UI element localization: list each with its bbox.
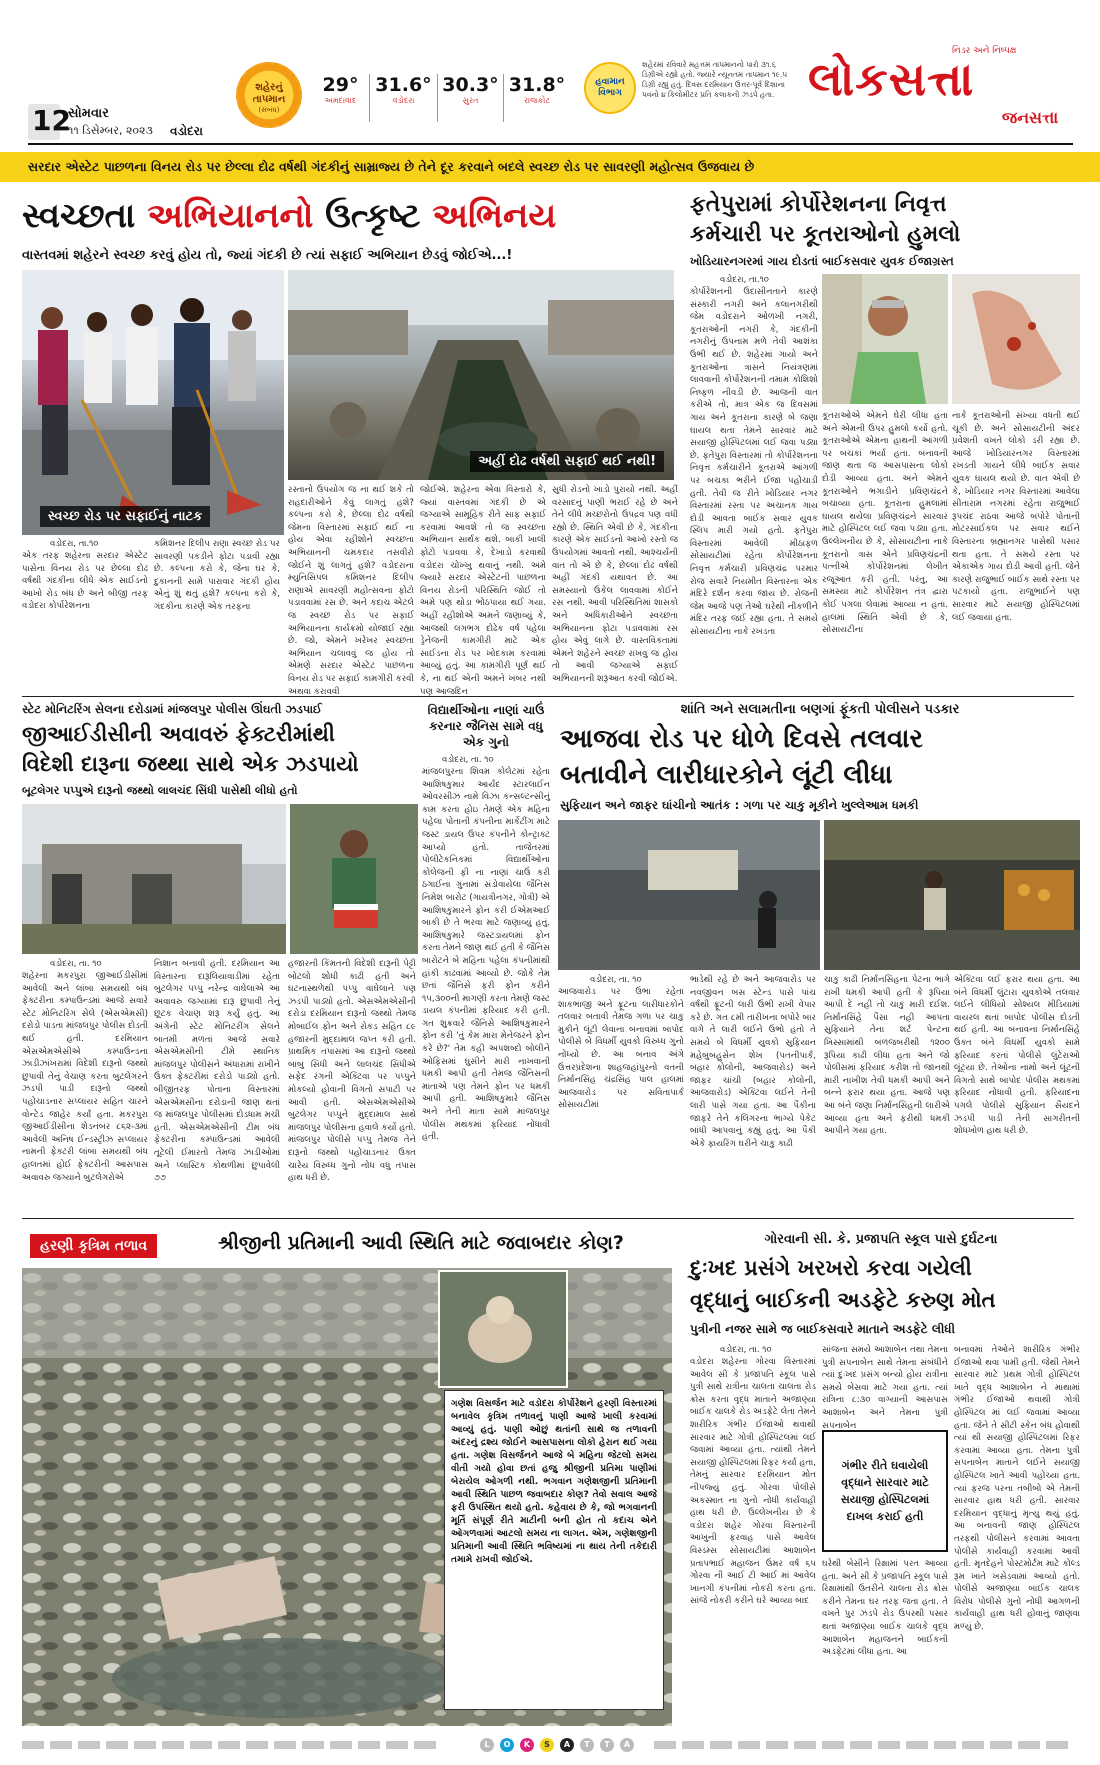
- masthead: [0, 0, 1100, 152]
- dateline: વડોદરા, તા. ૧૦: [50, 959, 102, 969]
- subhead: બૂટલેગર પપ્પુએ દારૂનો જથ્થો લાલચંદ સિંધી પાસેથી લીધો હતો: [22, 784, 298, 797]
- temp-city: વડોદરા: [392, 96, 415, 105]
- street-photo-left: [558, 820, 820, 970]
- article-col: માંજલપુરના શિવમ કોલેટમાં રહેતા આશિષકુમાર આર્યદ સ્ટારલાઈન ઓવરસીઝ નામે વિઝા કન્સલ્ટન્સીનું કામ કરતા હોઇ તેમણે એક મહિના પહેલા પોતાની કંપનીના માર્કેટીંગ માટે જસ્ટ ડાયલ ઉપર કંપનીને કોન્ટ્રાક્ટ આપ્યો હતો. તાજેતરમાં પોલીટેકનિકમાં વિદ્યાર્થીઓના કોલેજની ફી ના નાણાં ચાઉં કરી ઠગાઈના ગુનામાં સંડોવાયેલા જૈનિસ નિમેશ બારોટ (ગાયત્રીનગર, ગોત્રી) એ આશિષકુમારને ફોન કરી ઈએમઆઈ બાકી છે તે ભરવા માટે જણાવ્યું હતું. આશિષકુમારે જસ્ટડાયલમાં ફોન કરતા તેમને જાણ થઈ હતી કે જૈનિસ બારોટને બે મહિના પહેલા કંપનીમાંથી હાંકી કાઢવામાં આવ્યો છે. જોકે તેમ છતાં જૈનિસે ફરી ફોન કરીને ૧૫,૩૦૦ની માગણી કરતા તેમણે જસ્ટ ડાયલ કંપનીમાં ફરિયાદ કરી હતી. ગત શુક્રવારે જૈનિસે આશિષકુમારને ફોન કરી 'તું કેમ મારા મેનેજરને ફોન કરે છે?' તેમ કહી અપશબ્દો બોલીને ઓફિસમાં ઘુસીને મારી નાખવાની ધમકી આપી હતી તેમજ જૈનિસની માતાએ પણ તેમને ફોન પર ધમકી આપી હતી. આશિષકુમારે જૈનિસ અને તેની માતા સામે માંજલપુર પોલીસ મથકમાં ફરિયાદ નોંધાવી હતી.: [422, 767, 550, 1143]
- footer-letter: T: [600, 1738, 614, 1752]
- footer-letter: S: [540, 1738, 554, 1752]
- story-dog-attack: [682, 190, 1082, 695]
- photo-caption: સ્વચ્છ રોડ પર સફાઈનું નાટક: [40, 506, 210, 527]
- headline-line: વિદેશી દારૂના જથ્થા સાથે એક ઝડપાયો: [22, 752, 359, 776]
- article-col: સુધી રોડનો ખાડો પુરાયો નથી. અહીં વરસાદનું પાણી ભરાઈ રહે છે અને તેને લીધે મચ્છરોનો ઉપદ્રવ પણ વધી રહ્યો છે. સ્થિતિ એવી છે કે, ગંદકીના કારણે એક સાઈડનો આખો રસ્તો જ ઉપયોગમાં આવતો નથી. આશ્ચર્યની વાત તો એ છે કે, છેલ્લા દોઢ વર્ષથી અહીં ગંદકી યથાવત છે. આ સમસ્યાનો ઉકેલ લાવવામાં કોઈને રસ નથી. આવી પરિસ્થિતિમાં શાસકો અને અધિકારીઓને સ્વચ્છતા અભિયાનના ફોટા પડાવવામાં રસ હોય એવું લાગે છે. વાસ્તવિકતામાં એમને શહેરને સ્વચ્છ રાખવુ જ હોય તો આવી જગ્યાએ સફાઈ અભિયાનની શરૂઆત કરવી જોઈએ.: [552, 485, 678, 684]
- footer-dots-left: [22, 1741, 442, 1749]
- footer-letters: [480, 1738, 634, 1752]
- temp-value: 29°: [322, 74, 359, 96]
- kicker: સ્ટેટ મોનિટરિંગ સેલના દરોડામાં માંજલપુર પોલીસ ઊંઘતી ઝડપાઈ: [22, 702, 322, 716]
- headline: વિદ્યાર્થીઓના નાણાં ચાઉં કરનાર જૈનિસ સામે વધુ એક ગુનો: [427, 703, 545, 749]
- temp-badge-sub: (સંબંધ): [258, 106, 280, 114]
- temp-value: 30.3°: [442, 74, 499, 96]
- headline-line: બતાવીને લારીધારકોને લૂંટી લીધા: [560, 760, 893, 790]
- temp-readouts: [312, 74, 572, 122]
- article-col: ચાકુ કાઢી નિર્માનસિંહના પેટના ભાગે રાખી ધમકી આપી હતી કે રૂપિયા આપી દે નહી તો ચાકુ મારી દઈશ. નિર્માનસિંહે પૈસા નહી આપતા સુફિયાને તેના શર્ટ પેન્ટના ખિસ્સામાંથી બળજબરીથી ૧૨૦૦ રૂપિયા કાઢી લીધા હતા અને જો પોલીસમાં ફરિયાદ કરીશ તો જાનથી મારી નાખીશ તેવી ધમકી આપી અને બન્ને ફરાર થયા હતા. આજે પણ આ બંને જણા નિર્માનસિંહની લારીએ આવ્યા હતા અને ફરીથી ધમકી આપીને ગયા હતા.: [824, 975, 950, 1137]
- caption-box: [444, 1390, 664, 1710]
- article-col: ઘરેથી બેસીને રિક્ષામાં પરત આવ્યા હતા. અને સી કે પ્રજાપતિ સ્કૂલ પાસે રિક્ષામાંથી ઉતરીને ચાલતા રોડ ક્રોસ કરીને તેમના ઘર તરફ જતા હતા. તે વખતે પુર ઝડપે રોડ ઉપરથી પસાર થતાં અજાણ્યા બાઈક ચાલકે વૃદ્ધ આશાબેન મહાજનને બાઈકની અડફેટમાં લીધા હતા. આ: [822, 1559, 948, 1658]
- story-jainis: [422, 700, 550, 1215]
- footer-letter: A: [620, 1738, 634, 1752]
- headline: શ્રીજીની પ્રતિમાની આવી સ્થિતિ માટે જવાબદાર કોણ?: [218, 1232, 624, 1254]
- page-number-text: 12: [32, 104, 71, 137]
- headline-part: ઉત્કૃષ્ટ: [325, 196, 421, 236]
- story-harni-lake: [22, 1228, 672, 1728]
- article-col: કમિશનર દિલીપ રાણા સ્વચ્છ રોડ પર સાવરણી પકડીને ફોટા પડાવી રહ્યા છે. કલ્પના કરો કે, જેના ઘર કે, દુકાનની સામે પારાવાર ગંદકી હોય એનું શું થતું હશે? કલ્પના કરો કે, ગંદકીના કારણે એક તરફના: [154, 539, 280, 612]
- temp-value: 31.8°: [508, 74, 566, 96]
- story-gorwa-accident: [682, 1228, 1082, 1728]
- photo-caption: અહીં દોઢ વર્ષથી સફાઈ થઈ નથી!: [470, 451, 664, 472]
- sweeping-illustration: [22, 270, 284, 535]
- weather-badge-label: હવામાન વિભાગ: [595, 77, 625, 98]
- article-col: બનાવમાં તેઓને શારીરિક ગંભીર ઈજાઓ થવા પામી હતી. જેથી તેમને સારવાર માટે પ્રથમ ગોત્રી હોસ્પિટલ ખાતે વૃદ્ધ આશાબેન ને માથામાં ગંભીર ઈજાઓ થવાથી ગોત્રી હોસ્પિટલ માં લઈ જવામાં આવ્યા હતા. જેને તે સીટી સ્કેન બંધ હોવાથી ત્યાં થી સયાજી હોસ્પિટલમાં રિફર કરવામાં આવ્યા હતા. તેમના પુત્રી સપનાબેન માતાને લઈને સયાજી હોસ્પિટલ ખાતે આવી પહોંચ્યા હતા. ત્યાં ફરજ પરના તબીબો એ તેમની સારવાર હાથ ધરી હતી. સારવાર દરમિયાન વૃદ્ધાનું મૃત્યુ થયું હતું. આ બનાવની જાણ હોસ્પિટલ તરફથી પોલીસને કરવામાં આવતા પોલીસે કાર્યવાહી કરવામાં આવી હતી. મૃતદેહને પોસ્ટમોર્ટમ માટે કોલ્ડ રૂમ ખાતે ખસેડવામાં આવ્યો હતો. પોલીસે અજાણ્યા બાઈક ચાલક વિરોધ પોલીસે ગુનો નોંધી આગળની કાર્યવાહી હાથ ધરી હોવાનું જાણવા મળ્યું છે.: [954, 1345, 1080, 1633]
- story-ajwa-road: [554, 700, 1082, 1215]
- article-col: કૂતરાઓએ એમને ઘેરી લીધા હતા અને એમની ઉપર હુમલો કર્યો હતો. કૂતરાઓએ એમના હાથની આંગળી પર બચકાં ભર્યા હતા. બનાવની જાણ થતા જ આસપાસના લોકો દોડી આવ્યા હતા. અને એમને કૂતરાઓને ભગાડીને પ્રવિણચંદ્રને બચાવ્યા હતા. કૂતરાના હુમલામાં ઘાયલ થયેલા પ્રવિણચંદ્રને સારવાર માટે હોસ્પિટલ લઈ જવા પડ્યા હતા. ઉલ્લેખનીય છે કે, સોસાયટીના નાકે કૂતરાનો ત્રાસ એને પ્રવિણચંદ્રની પત્નીએ કોર્પોરેશનમાં લેખીત રજૂઆત કરી હતી. પરંતુ, આ સમસ્યા માટે કોર્પોરેશન તંત્ર દ્વારા કોઈ પગલા લેવામાં આવ્યા ન હતા. હાલમાં સ્થિતિ એવી છે કે, સોસાયટીના: [822, 411, 948, 636]
- article-col: નાકે કૂતરાઓની સંખ્યા વધતી થઈ ચૂકી છે. અને સોસાયટીની અંદર પ્રવેશતી વખતે લોકો ડરી રહ્યા છે. આજે ખોડિયારનગર વિસ્તારમાં રખડતી ગાયને લીધે બાઈક સવાર યુવક ઘાયલ થયો છે. વાત એવી છે કે, ખોડિયાર નગર વિસ્તારમાં આવેલા સીતારામ નગરમાં રહેતા રાજુભાઈ રૂપચંદ રાઠવા આજે બપોરે પોતાની મોટરસાઈકલ પર સવાર થઈને વિસ્તારના બ્રહ્માનગર પાસેથી પસાર થતા હતા. તે સમયે રસ્તા પર એકાએક ગાય દોડી આવી હતી. જેને કારણે રાજુભાઈ બાઈક સાથે રસ્તા પર પટકાયો હતા. રાજુભાઈને પણ સારવાર માટે સયાજી હોસ્પિટલમાં લઈ જવાયા હતા.: [952, 411, 1080, 623]
- footer-letter: K: [520, 1738, 534, 1752]
- kicker: શાંતિ અને સલામતીના બણગાં ફૂંકતી પોલીસને પડકાર: [680, 702, 960, 717]
- dateline: વડોદરા, તા. ૧૦: [590, 975, 642, 985]
- temp-city: રાજકોટ: [524, 96, 550, 105]
- portrait-illustration: [822, 274, 948, 404]
- subhead: વાસ્તવમાં શહેરને સ્વચ્છ કરવું હોય તો, જ્યાં ગંદકી છે ત્યાં સફાઈ અભિયાન છેડવું જોઈએ...!: [22, 248, 513, 263]
- article-col: સાંજના સમયે આશાબેન તથા તેમના પુત્રી સપનાબેન સાથે તેમના સંબંધીને ત્યાં દુઃખદ પ્રસંગ બન્યો હોય રાત્રીના સમયે બેસવા માટે ગયા હતા. ત્યાં રાત્રિના ૮:૩૦ વાગ્યાની આસપાસ આશાબેન અને તેમના પુત્રી સપનાબેન: [822, 1345, 948, 1431]
- weather-badge: [584, 62, 636, 114]
- article-col: ભાડેથી રહે છે અને આજવારોડ પર નવજીવન બસ સ્ટેન્ડ પાસે પાંચ વર્ષથી ફ્રૂટની લારી ઉભી રાખી વેપાર કરે છે. ગત ૮મી તારીખના બપોરે બાર વાગે તે લારી લઈને ઉભો હતો તે સમયે બે વિધર્મી યુવકો સુફિયાન મહેબુબહુસેન શેખ (પતનીપાર્ક, બહાર કોલોની, આજવારોડ) અને જાફર ચાંચી (બહાર કોલોની, આજવારોડ) એક્ટિવા લઈને તેની લારી પાસે ગયા હતા. આ પૈકીના જાફરે તેને કલિંગરના ભાગ્યે પેકેટ બાંધી આપવાનું કહ્યું હતું. આ પૈકી એકે ફાયરિંગ ઘરીને ચાકુ કાઢી: [690, 975, 816, 1149]
- weather-note: શહેરમાં રવિવારે મહત્તમ તાપમાનનો પારો ૩૧.૬ ડિગ્રીએ રહ્યો હતો. જ્યારે ન્યૂનતમ તાપમાન ૧૯.૫ ડિગ્રી રહ્યું હતું. દિવસ દરમિયાન ઉત્તર-પૂર્વ દિશાના પવનો ૪ કિલોમીટર પ્રતિ કલાકની ઝડપે હતા.: [642, 60, 788, 99]
- injured-hand-photo: [952, 274, 1080, 404]
- masthead-day: સોમવાર: [68, 106, 109, 121]
- brand-logo: લોકસત્તા: [808, 52, 975, 106]
- divider: [22, 696, 1074, 697]
- market-illustration: [824, 820, 1080, 970]
- sweeping-photo: [22, 270, 284, 535]
- temp-badge-label: શહેરનું તાપમાન: [252, 82, 286, 105]
- masthead-rule: [28, 143, 1073, 145]
- article-col: આજવારોડ પર ઉભા રહેતા શાકભાજી અને ફ્રૂટના લારીધારકોને તલવાર બતાવી તેમજ ગળા પર ચાકુ મુકીને લૂંટી લેવાના બનાવમાં બાપોદ પોલીસે બે વિધર્મી યુવકો વિરુધ્ધ ગુનો નોંધ્યો છે. આ બનાવ અંગે ઉત્તરપ્રદેશના શાહજહાંપુરનો વતની નિર્માનસિંહ ચંદ્રસિંહ પાલ હાલમાં આજવારોડ પર સવિતાપાર્ક સોસાયટીમાં: [558, 987, 684, 1111]
- story-swachhata: [0, 190, 680, 695]
- headline-line: જીઆઈડીસીની અવાવરું ફેક્ટરીમાંથી: [22, 722, 335, 746]
- dateline: વડોદરા, તા. ૧૦: [720, 1345, 772, 1355]
- temp-vadodara: [370, 74, 438, 122]
- article-col: જોઈએ. શહેરના એવા વિસ્તારો કે, જ્યાં વાસ્તવમાં ગંદકી છે એ જગ્યાએ સામૂહિક રીતે સાફ સફાઈ કરવામાં આવશે તો જ સ્વચ્છતા અભિયાન સાર્થક થશે. બાકી ખાલી ફોટો પડાવવા કે, દેખાડો કરવાથી વડોદરા ચોખ્ખુ થવાનું નથી. અમે જ્યારે સરદાર એસ્ટેટની પાછળના વિનય રોડની પરિસ્થિતિ જોઈ તો અમે પણ થોડા ભોંઠપાયા થઈ ગયા. અહીં રહીશોએ અમને જણાવ્યું કે, આજથી લગભગ દોઢેક વર્ષ પહેલા ડ્રેનેજની કામગીરી માટે એક સાઈડના રોડ પર ખોદકામ કરવામાં આવ્યું હતું. આ કામગીરી પૂર્ણ થઈ કે, ના થઈ એની અમને ખબર નથી પણ આજદિન: [420, 485, 546, 697]
- footer-bar: [22, 1738, 1074, 1752]
- accused-illustration: [290, 804, 418, 954]
- subhead: ખોડિયારનગરમાં ગાય દોડતાં બાઈકસવાર યુવક ઈજાગ્રસ્ત: [690, 254, 954, 268]
- temp-city: અમદાવાદ: [324, 96, 357, 105]
- headline: [22, 196, 682, 236]
- article-col: એક્ટિવા લઈ ફરાર થયા હતા. આ બંને વિધર્મી લુંટારા યુવકોએ તલવાર લઈને લીધિયો સોશ્યલ મીડિયામાં વાયરલ થતાં બાપોદ પોલીસ દોડતી થઈ હતી. આ બનાવના નિર્માનસિંહે ઉક્ત બંને વિધર્મી યુવકો સામે ફરિયાદ કરતાં પોલીસે લુંટેરાઓ લૂંટ્યા છે. તેઓના નામો અને લૂંટની વિગતો સાથે બાપોદ પોલીસ મથકમાં ફરિયાદ નોંધાવી હતી. ફરિયાદના પગલે પોલીસે સુફિયાન સૈયદને ઝડપી પાડી તેની સાગરીતની શોધખોળ હાથ ધરી છે.: [954, 975, 1080, 1137]
- headline-line: કર્મચારી પર કૂતરાઓનો હુમલો: [690, 222, 961, 247]
- article-col: નિશાન બનાવી હતી. દરમિયાન આ વિસ્તારના દારૂલિયાવાડીમાં રહેતા બુટલેગર પપ્પુ નરેન્દ્ર વાઘેલાએ આ અવાવરુ જગ્યામાં દારૂ છુપાવી તેનું છૂટક વેચાણ શરૂ કર્યું હતું. આ અંગેની સ્ટેટ મોનિટરીંગ સેલને બાતમી મળતાં આજે સવારે એસએમસીની ટીમે સ્થાનિક માંજલપુર પોલીસને અંધારામાં રાખીને ઉક્ત ફેક્ટરીમાં દરોડો પાડ્યો હતો. બીજીતરફ પોતાના વિસ્તારમાં એસએમસીના દરોડાની જાણ થતાં જ માંજલપુર પોલીસમાં દોડધામ મચી હતી. એસએમએસીની ટીમ બંધ ફેક્ટરીના કમ્પાઉન્ડમાં આવેલી તૂટેલી ઈમારતો તેમજ ઝાડીઓમાં અને પ્લાસ્ટિક કોથળીમાં છુપાવેલી ૭૭: [154, 959, 280, 1184]
- story-liquor-raid: [0, 700, 420, 1215]
- top-banner: [0, 152, 1100, 182]
- dateline: વડોદરા, તા.૧૦: [50, 539, 99, 549]
- ganesh-inset-photo: [438, 1270, 568, 1388]
- divider: [22, 1218, 1074, 1219]
- caption-text: ગણેશ વિસર્જન માટે વડોદરા કોર્પોરેશને હરણી વિસ્તારમાં બનાવેલ કૃત્રિમ તળાવનું પાણી આજે ખાલી કરવામાં આવ્યું હતું. પાણી ઓછું થતાંની સાથે જ તળાવની અંદરનું દ્રશ્ય જોઈને આસપાસના લોકો હેરાન થઈ ગયા હતા. ગણેશ વિસર્જનને આજે બે મહિના જેટલો સમય વીતી ગયો હોવા છતાં હજુ શ્રીજીની પ્રતિમા પાણીમાં બેરાયેલ ઓગળી નથી. ભગવાન ગણેશજીની પ્રતિમાની આવી સ્થિતિ પાછળ જવાબદાર કોણ? તેવો સવાલ આજે ફરી ઉપસ્થિત થયો હતો. કહેવાય છે કે, જો ભગવાનની મૂર્તિ સંપૂર્ણ રીતે માટીની બની હોત તો કદાચ એને ઓગળવામાં આટલો સમય ના લાગત. એમ, ગણેશજીની પ્રતિમાની આવી સ્થિતિ ભવિષ્યમાં ના થાય તેની તકેદારી તમામે રાખવી જોઈએ.: [451, 1398, 657, 1565]
- headline-part: સ્વચ્છતા: [22, 196, 136, 236]
- headline-line: ફતેપુરામાં કોર્પોરેશનના નિવૃત્ત: [690, 192, 947, 217]
- factory-photo: [22, 804, 286, 954]
- headline-part: અભિનય: [432, 196, 557, 236]
- article-col: વડોદરા શહેરના ગોરવા વિસ્તારમાં આવેલ સી કે પ્રજાપતિ સ્કૂલ પાસે પુત્રી સાથે રાત્રીના ચાલતા ચાલતા રોડ ક્રોસ કરતા વૃદ્ધ માતાને અજાણ્યા બાઈક ચાલકે રોડ અડફેટે લેતા તેમને શારીરિક ગંભીર ઈજાઓ થવાથી સારવાર માટે ગોત્રી હોસ્પિટલમાં લઈ જવામાં આવ્યા હતા. ત્યાંથી તેમને સયાજી હોસ્પિટલમાં રિફર કર્યા હતા, તેમનું સારવાર દરમિયાન મોત નીપજ્યું હતું. ગોરવા પોલીસે અકસ્માત ના ગુનો નોંધી કાર્યવાહી હાથ ધરી છે. ઉલ્લેખનીય છે કે વડોદરા શહેર ગોરવા વિસ્તારની આખુની ફરવાહ પાસે આવેલ વિસ્ડમ્સ સોસાયટીમાં આશાબેન પ્રતાપભાઈ મહાજન ઉમર વર્ષ ૬૫ ગોરવા ની આઈ ટી આઈ માં આવેલ ખાનગી કંપનીમાં નોકરી કરતા હતા. સાંજે નોકરી કરીને ઘરે આવ્યા બાદ: [690, 1357, 816, 1607]
- factory-illustration: [22, 804, 286, 954]
- article-col: કોર્પોરેશનની ઉદાસીનતાને કારણે સંસ્કારી નગરી અને કલાનગરીથી જેમ વડોદરાને ઓળખી નગરી, કૂતરાઓની નગરી કે, ગંદકીની નગરીનું ઉપનામ મળે તેવી આશંકા ઉભી થઈ છે. શહેરમાં ગાયો અને કૂતરાઓના ત્રાસને નિયંત્રણમાં લાવવાની કોર્પોરેશનની તમામ કોશિશો નિષ્ફળ નીવડી છે. આજની વાત કરીએ તો, માત્ર એક જ દિવસમાં ગાય અને કૂતરાના કારણે બે જણા ઘાયલ થતા તેમને સારવાર માટે સયાજી હોસ્પિટલમાં લઈ જવા પડ્યા છે. ફતેપુરા વિસ્તારમાં તો કોર્પોરેશનના નિવૃત્ત કર્મચારીને કૂતરાએ આંગળી પર બચકા ભરીને ઈજા પહોંચાડી હતી. તેવી જ રીતે ખોડિયાર નગર વિસ્તારમાં રસ્તા પર અચાનક ગાય દોડી આવતા બાઈક સવાર યુવક સ્લિપ મારી ગયો હતો. ફતેપુરા વિસ્તારમાં આવેલી મીઠાફળ સોસાયટીમાં રહેતા કોર્પોરેશનના નિવૃત્ત કર્મચારી પ્રવિણચંદ્ર પરમાર રોજ સવારે નિયમીત વિસ્તારના એક મંદિરે દર્શન કરવા જાય છે. રોજની જેમ આજે પણ તેઓ ઘરેથી નીકળીને મંદિર તરફ જઈ રહ્યા હતા. તે સમયે સોસાયટીના નાકે રખડતા: [690, 287, 818, 638]
- brand-tagline: નિડર અને નિષ્પક્ષ: [952, 46, 1017, 56]
- masthead-date: ૧૧ ડિસેમ્બર, ૨૦૨૩: [68, 124, 153, 137]
- idols-in-lake-photo: [22, 1268, 672, 1726]
- footer-letter: A: [560, 1738, 574, 1752]
- article-col: શહેરના મકરપુરા જીઆઈડીસીમાં આવેલી અને લાંબા સમયથી બંધ ફેક્ટરીના કમ્પાઉન્ડમાં આજે સવારે સ્ટેટ મોનિટરિંગ સેલે (એસએમસી) દરોડો પાડતા માંજલપુર પોલીસ દોડતી થઈ હતી. દરમિયાન એસએમએસીએ કમ્પાઉન્ડના ઝાડીઝાંખરામાં વિદેશી દારૂનો જથ્થો છુપાવી તેનું વેચાણ કરતા બુટલેગરને ઝડપી પાડી દારૂનો જથ્થો પહોંચાડનાર સપ્લાયર સહિત ચારને વોન્ટેડ જાહેર કર્યાં હતા. મકરપુરા જીઆઈડીસીના શેડનંબર ૮૬૨-૩માં આવેલી અનિષ ઈન્ડસ્ટ્રીઝ સપ્લાયર નામની ફેક્ટરી લાંબા સમયથી બંધ હાલતમાં હોઈ ફેક્ટરીની આસપાસ અવાવરુ જગ્યાને બુટલેગરોએ: [22, 971, 148, 1183]
- garbage-illustration: [288, 270, 674, 480]
- masthead-city: વડોદરા: [170, 124, 203, 138]
- brand-logo-sub: જનસત્તા: [1002, 108, 1059, 127]
- dateline: વડોદરા, તા. ૧૦: [442, 755, 494, 765]
- footer-letter: T: [580, 1738, 594, 1752]
- subhead: પુત્રીની નજર સામે જ બાઈકસવારે માતાને અડફેટે લીધી: [690, 1322, 956, 1336]
- headline-line: આજવા રોડ પર ધોળે દિવસે તલવાર: [560, 724, 923, 754]
- kicker: ગોરવાની સી. કે. પ્રજાપતિ સ્કૂલ પાસે દુર્ઘટના: [764, 1232, 998, 1247]
- temp-value: 31.6°: [375, 74, 432, 96]
- footer-letter: O: [500, 1738, 514, 1752]
- dateline: વડોદરા, તા.૧૦: [720, 275, 769, 285]
- pull-quote: [822, 1430, 948, 1552]
- temp-ahmedabad: [312, 74, 370, 122]
- hand-illustration: [952, 274, 1080, 404]
- top-banner-text: સરદાર એસ્ટેટ પાછળના વિનય રોડ પર છેલ્લા દોઢ વર્ષથી ગંદકીનું સામ્રાજ્ય છે તેને દૂર કરવાને બદલે સ્વચ્છ રોડ પર સાવરણી મહોત્સવ ઉજવાય છે: [28, 159, 755, 174]
- accused-photo: [290, 804, 418, 954]
- headline-part: અભિયાનનો: [147, 196, 314, 236]
- street-photo-right: [824, 820, 1080, 970]
- article-col: હજારની કિંમતની વિદેશી દારૂની પેટ્ટી બોટલો શોધી કાઢી હતી અને ઘટનાસ્થળેથી પપ્પુ વાઘેલાને પણ ઝડપી પાડ્યો હતો. એસએમએસીની દરોડા દરમિયાન દારૂનો જથ્થો તેમજ મોબાઈલ ફોન અને રોકડ સહિત ૮૯ હજારની મુદ્દામાલ જપ્ત કરી હતી. પ્રાથમિક તપાસમાં આ દારૂનો જથ્થો બાબુ સિંધી અને લાલચંદ સિંધીએ સફેદ રંગની એક્ટિવા પર પપ્પુને મોકલ્યો હોવાની વિગતો સપાટી પર આવી હતી. એસએમએસીએ બુટલેગર પપ્પુને મુદ્દામાલ સાથે માંજલપુર પોલીસના હવાલે કર્યો હતો. માંજલપુર પોલીસે પપ્પુ તેમજ તેને દારૂનો જથ્થો પહોંચાડનાર ઉક્ત ચારેય વિરુધ્ધ ગુનો નોંધ વધુ તપાસ હાથ ધરી છે.: [288, 959, 416, 1184]
- article-col: એક તરફ શહેરના સરદાર એસ્ટેટ પાસેના વિનય રોડ પર છેલ્લા દોઢ વર્ષથી ગંદકીના લીધે એક સાઈડનો આખો રોડ બંધ છે અને બીજી તરફ વડોદરા કોર્પોરેશનના: [22, 551, 148, 612]
- pull-quote-text: ગંભીર રીતે ઘવાયેલી વૃદ્ધાને સારવાર માટે સયાજી હોસ્પિટલમાં દાખલ કરાઈ હતી: [840, 1459, 930, 1523]
- headline-line: વૃદ્ધાનું બાઈકની અડફેટે કરુણ મોત: [690, 1288, 996, 1312]
- victim-portrait-photo: [822, 274, 948, 404]
- footer-letter: L: [480, 1738, 494, 1752]
- street-illustration: [558, 820, 820, 970]
- label-tag: હરણી કૃત્રિમ તળાવ: [30, 1234, 157, 1258]
- article-col: રસ્તાનો ઉપયોગ જ ના થઈ શકે તો રાહદારીઓને કેવું લાગતું હશે? કલ્પના કરો કે, છેલ્લા દોઢ વર્ષથી જેમના વિસ્તારમાં સફાઈ થઈ ના હોય એવા રહીશોને સ્વચ્છતા અભિયાનની ચમકદાર તસવીરો જોઈને શું લાગતું હશે? વડોદરાના મ્યુનિસિપલ કમિશનર દિલીપ રાણાએ સાવરણી મહોત્સવના ફોટો પડાવવામાં રસ છે. અને કદાચ એટલે જ સ્વચ્છ રોડ પર સફાઈ અભિયાનના કાર્યક્રમો યોજાઈ રહ્યા છે. જો, એમને ખરેખર સ્વચ્છતા અભિયાન ચલાવવું જ હોય તો એમણે સરદાર એસ્ટેટ પાછળના વિનય રોડ પર સફાઈ કામગીરી કરવી અથવા કરાવવી: [288, 485, 414, 697]
- footer-dots-right: [654, 1741, 1074, 1749]
- temp-surat: [438, 74, 504, 122]
- subhead: સુફિયાન અને જાફર ઘાંચીનો આતંક : ગળા પર ચાકુ મૂકીને ખુલ્લેઆમ ધમકી: [560, 798, 919, 812]
- sun-badge: [236, 62, 302, 128]
- temp-rajkot: [504, 74, 570, 122]
- temp-city: સુરત: [462, 96, 479, 105]
- headline-line: દુઃખદ પ્રસંગે ખરખરો કરવા ગયેલી: [690, 1256, 972, 1280]
- garbage-road-photo: [288, 270, 674, 480]
- inset-illustration: [440, 1272, 566, 1386]
